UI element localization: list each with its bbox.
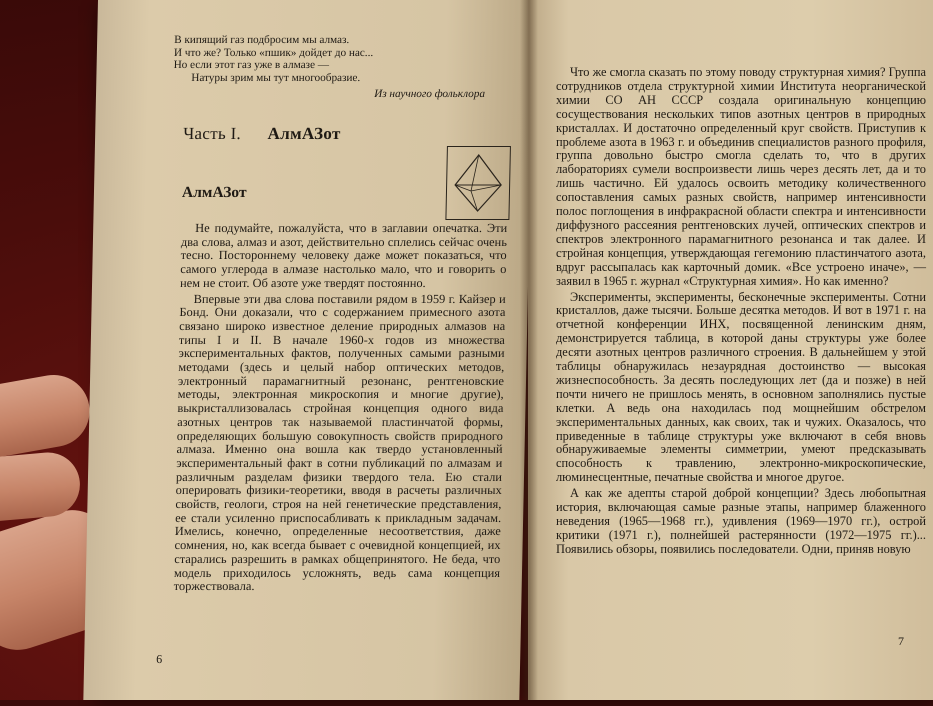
- epigraph: [173, 34, 494, 101]
- paragraph: Не подумайте, пожалуйста, что в заглавии опечатка. Эти два слова, алмаз и азот, действительно сплелись сейчас очень тесно. Постороннему человеку даже может показаться, что самого углерода в алмазе настолько мало, что и говорить о нем не стоит. Об азоте уже твердят постоянно.: [179, 221, 508, 290]
- part-title: АлмАЗот: [267, 124, 341, 143]
- left-page: [83, 0, 534, 700]
- paragraph: А как же адепты старой доброй концепции? Здесь любопытная история, включающая самые разные этапы, например блаженного неведения (1965—1968 гг.), удивления (1969—1970 гг.), острой критики (1971 г.), полнейшей растерянности (1972—1975 гг.)... Появились обзоры, появились последователи. Одни, приняв новую: [556, 486, 926, 556]
- paragraph: Впервые эти два слова поставили рядом в 1959 г. Кайзер и Бонд. Они доказали, что с содержанием примесного азота связано широко известное деление природных алмазов на типы I и II. В начале 1960-х годов из множества экспериментальных фактов, полученных самыми разными методами (здесь и целый набор оптических методов, электронный парамагнитный резонанс, рентгеновские методы, электронная микроскопия и многие другие), выкристаллизовалась стройная концепция одного вида азотных центров так называемой пластинчатой формы, определяющих большую совокупность свойств природного алмаза. Именно она вошла как твердо установленный экспериментальный факт в сотни публикаций по алмазам и различным разделам физики твердого тела. Ею стали оперировать физики-теоретики, вводя в расчеты различных свойств, геологи, строя на ней генетические представления, ее стали усиленно приспосабливать к прикладным задачам. Имелись, конечно, определенные несоответствия, даже сомнения, но, как всегда бывает с очевидной концепцией, их старались разрешить в рамках общепринятого. Не беда, что модель приходилось усложнять, ведь сама концепция торжествовала.: [173, 291, 506, 594]
- epigraph-source: Из научного фольклора: [374, 88, 486, 101]
- epigraph-line: Но если этот газ уже в алмазе —: [173, 59, 330, 72]
- part-heading: [183, 124, 341, 144]
- epigraph-line: В кипящий газ подбросим мы алмаз.: [174, 34, 350, 46]
- book-gutter: [520, 0, 538, 700]
- paragraph: Эксперименты, эксперименты, бесконечные эксперименты. Сотни кристаллов, даже тысячи. Больше десятка методов. И вот в 1971 г. на отчетной конференции ИНХ, посвященной ленинским дням, демонстрируется таблица, в которой даны структуры уже более десяти азотных центров различного строения. В дальнейшем у этой таблицы обнаружилась незаурядная достоинство — высокая жизнеспособность. За десять последующих лет (да и позже) в ней почти ничего не пришлось менять, в основном заполнялись пустые клетки. А ведь она находилась под мощнейшим обстрелом экспериментальных данных, как своих, так и чужих. Оказалось, что приведенные в таблице структуры уже включают в себя вновь обнаруживаемые элементы симметрии, умеют предсказывать способность к травлению, электронно-микроскопические, люминесцентные, печатные свойства и многое другое.: [556, 289, 926, 485]
- page-number: 7: [898, 634, 904, 648]
- right-body-text: [556, 66, 926, 557]
- octahedron-diagram-icon: [445, 146, 511, 220]
- epigraph-line: И что же? Только «пшик» дойдет до нас...: [173, 46, 374, 59]
- page-number: 6: [156, 652, 163, 666]
- paragraph: Что же смогла сказать по этому поводу структурная химия? Группа сотрудников отдела структурной химии Института неорганической химии СО АН СССР создала оригинальную концепцию сосуществования нескольких типов азотных центров в природных кристаллах. И достаточно определенный круг свойств. Приступив к проблеме азота в 1963 г. и объединив специалистов разного профиля, группа довольно быстро смогла сделать то, что в других лабораториях сумели воспроизвести лишь через десять лет, да и то лишь частично. Ей удалось освоить методику количественного сопоставления самых разных свойств, например интенсивности полос поглощения в инфракрасной области спектра и интенсивности диффузного рассеяния рентгеновских лучей, оптических спектров и спектров электронного парамагнитного резонанса и так далее. И стройная концепция, утверждающая гегемонию пластинчатого азота, вдруг рассыпалась как карточный домик. «Все устроено иначе», — заявил в 1965 г. журнал «Структурная химия». Но как именно?: [556, 65, 926, 288]
- epigraph-line: Натуры зрим мы тут многообразие.: [191, 71, 361, 84]
- section-title: АлмАЗот: [181, 184, 247, 201]
- part-number: Часть I.: [183, 124, 242, 143]
- right-page: [528, 0, 933, 700]
- left-body-text: [174, 222, 508, 594]
